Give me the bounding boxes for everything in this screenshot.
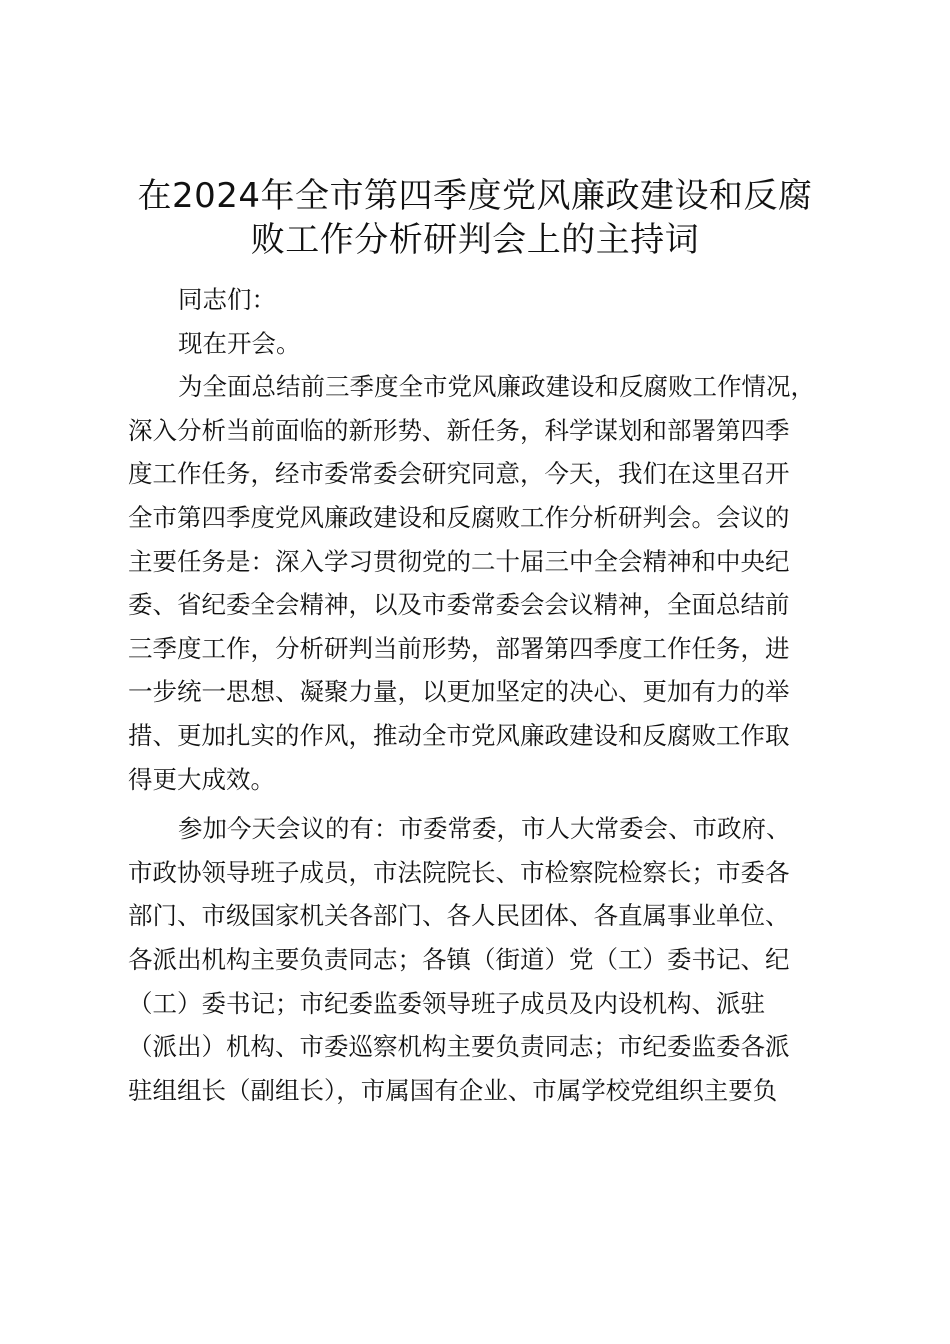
text-line: 深入分析当前面临的新形势、新任务，科学谋划和部署第四季 xyxy=(128,415,790,445)
text-line: （工）委书记；市纪委监委领导班子成员及内设机构、派驻 xyxy=(128,988,765,1018)
text-line: 参加今天会议的有：市委常委，市人大常委会、市政府、 xyxy=(178,814,791,844)
title-line: 败工作分析研判会上的主持词 xyxy=(250,219,700,260)
text-line: 全市第四季度党风廉政建设和反腐败工作分析研判会。会议的 xyxy=(128,502,790,532)
document-title xyxy=(110,170,840,260)
text-line: 驻组组长（副组长），市属国有企业、市属学校党组织主要负 xyxy=(128,1075,778,1105)
text-line: 一步统一思想、凝聚力量，以更加坚定的决心、更加有力的举 xyxy=(128,677,790,707)
text-line: 得更大成效。 xyxy=(128,764,275,794)
paragraph-purpose xyxy=(128,365,828,801)
text-line: 同志们： xyxy=(178,285,276,314)
text-line: 三季度工作，分析研判当前形势，部署第四季度工作任务，进 xyxy=(128,633,790,663)
text-line: 委、省纪委全会精神，以及市委常委会会议精神，全面总结前 xyxy=(128,590,790,620)
text-line: 度工作任务，经市委常委会研究同意，今天，我们在这里召开 xyxy=(128,459,790,489)
document-body xyxy=(128,278,828,1112)
text-line: （派出）机构、市委巡察机构主要负责同志；市纪委监委各派 xyxy=(128,1032,790,1062)
text-line: 部门、市级国家机关各部门、各人民团体、各直属事业单位、 xyxy=(128,901,790,931)
paragraph-opening xyxy=(128,322,828,366)
paragraph-greeting xyxy=(128,278,828,322)
text-line: 为全面总结前三季度全市党风廉政建设和反腐败工作情况， xyxy=(178,372,815,402)
paragraph-attendees xyxy=(128,807,828,1112)
text-line: 主要任务是：深入学习贯彻党的二十届三中全会精神和中央纪 xyxy=(128,546,790,576)
text-line: 现在开会。 xyxy=(178,328,301,358)
text-line: 市政协领导班子成员，市法院院长、市检察院检察长；市委各 xyxy=(128,857,790,887)
title-line: 在2024年全市第四季度党风廉政建设和反腐 xyxy=(137,176,813,216)
text-line: 措、更加扎实的作风，推动全市党风廉政建设和反腐败工作取 xyxy=(128,720,790,750)
text-line: 各派出机构主要负责同志；各镇（街道）党（工）委书记、纪 xyxy=(128,944,790,974)
